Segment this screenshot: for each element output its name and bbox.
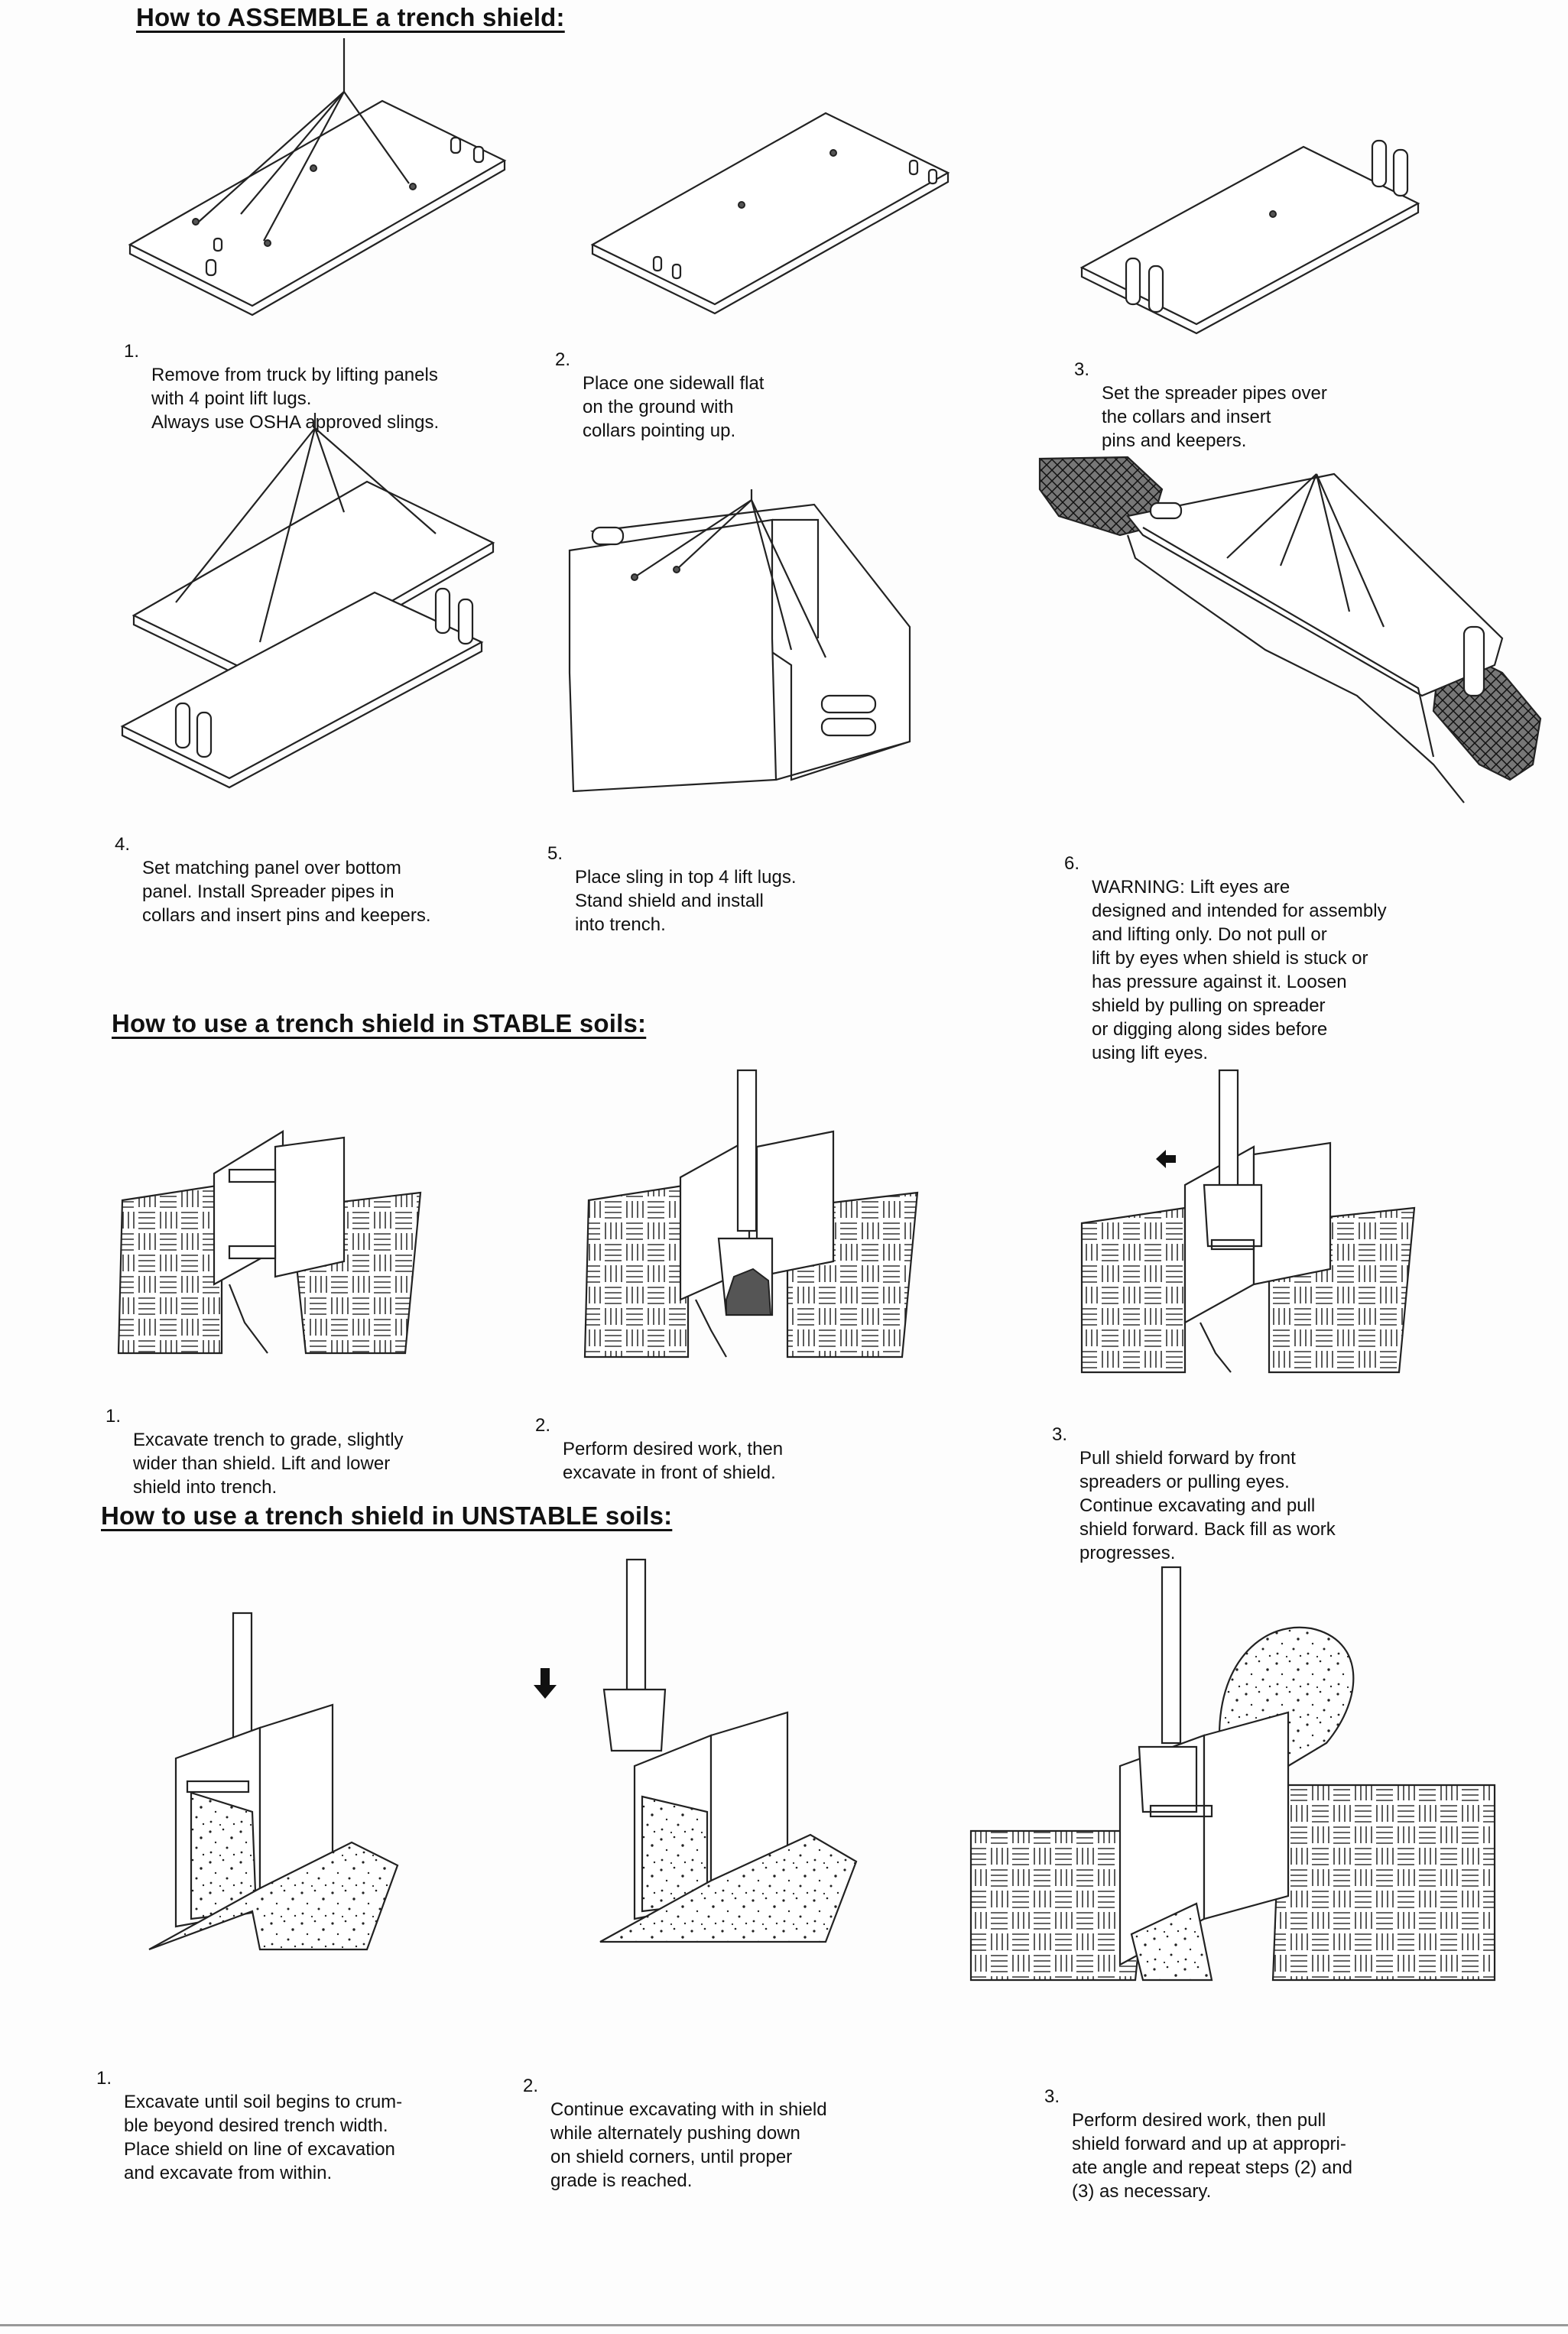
step-text: Set matching panel over bottom panel. Install Spreader pipes in collars and insert pins and keepers. (142, 858, 431, 926)
step-text: Excavate trench to grade, slightly wider than shield. Lift and lower shield into trench. (133, 1430, 404, 1498)
step-text: Continue excavating with in shield while alternately pushing down on shield corners, until proper grade is reached. (550, 2099, 827, 2191)
section-title-assemble: How to ASSEMBLE a trench shield: (136, 3, 565, 31)
step-number: 3. (1044, 2086, 1060, 2107)
step-number: 1. (106, 1406, 122, 1427)
step-text: Pull shield forward by front spreaders or pulling eyes. Continue excavating and pull shield forward. Back fill as work progresses. (1079, 1448, 1336, 1563)
unstable-step-3 (1044, 2061, 1427, 2227)
step-number: 3. (1074, 359, 1090, 380)
step-text: Perform desired work, then excavate in front of shield. (563, 1439, 784, 1483)
page-bottom-rule (0, 2324, 1568, 2326)
figure-stable-step-2 (581, 1070, 925, 1361)
figure-unstable-step-3 (967, 1567, 1502, 1980)
step-text: Set the spreader pipes over the collars and insert pins and keepers. (1102, 383, 1327, 451)
step-text: Place sling in top 4 lift lugs. Stand shield and install into trench. (575, 867, 797, 935)
figure-lift-panel (122, 38, 512, 298)
step-number: 3. (1052, 1424, 1068, 1445)
step-number: 1. (124, 341, 140, 362)
assemble-step-2 (555, 324, 876, 466)
step-number: 1. (96, 2068, 112, 2089)
step-text: Perform desired work, then pull shield forward and up at appropri- ate angle and repeat steps (2) and (3) as necessary. (1072, 2110, 1352, 2202)
stable-step-3 (1052, 1399, 1419, 1589)
step-text: Place one sidewall flat on the ground with collars pointing up. (583, 373, 765, 441)
figure-spreader-pipes (1074, 130, 1433, 321)
assemble-step-5 (547, 818, 884, 960)
figure-unstable-step-1 (145, 1613, 405, 1934)
step-number: 2. (555, 349, 571, 370)
arrow-left-icon (1156, 1148, 1177, 1170)
step-text: WARNING: Lift eyes are designed and intended for assembly and lifting only. Do not pull or lift by eyes when shield is stuck or has pressure against it. Loosen shield by pulling on spreader or digging along sides before using lift eyes. (1092, 877, 1387, 1063)
figure-unstable-step-2 (596, 1560, 872, 1942)
step-text: Excavate until soil begins to crum- ble beyond desired trench width. Place shield on line of excavation and excavate from within. (124, 2092, 403, 2183)
assemble-step-6 (1064, 828, 1462, 1089)
figure-stack-panels (115, 413, 512, 795)
figure-stable-step-3 (1078, 1070, 1422, 1376)
section-title-stable: How to use a trench shield in STABLE soils: (112, 1009, 647, 1037)
step-text: Remove from truck by lifting panels with 4 point lift lugs. Always use OSHA approved slings. (151, 365, 440, 433)
arrow-down-icon (534, 1668, 557, 1699)
section-title-unstable: How to use a trench shield in UNSTABLE soils: (101, 1501, 673, 1530)
figure-shield-in-trench (1036, 443, 1540, 810)
step-number: 2. (523, 2076, 539, 2096)
figure-standing-shield (562, 489, 914, 795)
figure-stable-step-1 (115, 1124, 428, 1361)
figure-sidewall-flat (581, 107, 963, 298)
step-number: 4. (115, 834, 131, 855)
unstable-step-2 (523, 2050, 890, 2216)
step-number: 2. (535, 1415, 551, 1436)
stable-step-2 (535, 1390, 856, 1508)
unstable-step-1 (96, 2043, 448, 2209)
step-number: 5. (547, 843, 563, 864)
assemble-step-4 (115, 809, 512, 951)
step-number: 6. (1064, 853, 1080, 874)
